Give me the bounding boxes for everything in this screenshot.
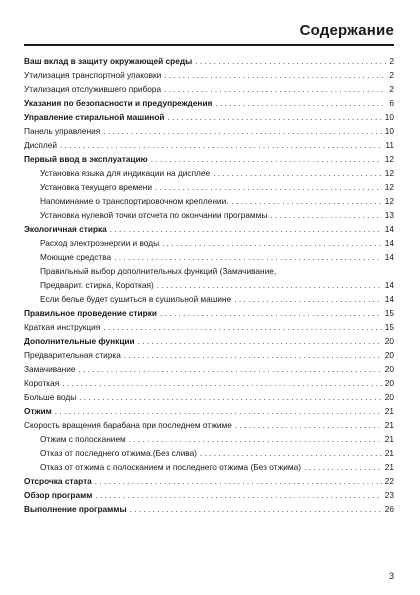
toc-dot-leader: [62, 376, 382, 390]
toc-entry-title: Расход электроэнергии и воды: [40, 238, 160, 248]
toc-entry: [24, 292, 394, 306]
toc-dot-leader: [124, 348, 382, 362]
toc-dot-leader: [213, 166, 382, 180]
toc-dot-leader: [164, 82, 386, 96]
toc-entry: [24, 110, 394, 124]
toc-entry-title: Правильный выбор дополнительных функций (Замачивание,: [40, 266, 277, 276]
toc-dot-leader: [160, 306, 382, 320]
toc-dot-leader: [168, 110, 382, 124]
toc-entry: [24, 488, 394, 502]
toc-entry-page: 2: [389, 70, 394, 80]
toc-entry-title: Установка языка для индикации на дисплее: [40, 168, 211, 178]
toc-entry-title: Если белье будет сушиться в сушильной машине: [40, 294, 232, 304]
toc-entry: [24, 54, 394, 68]
toc-entry-page: 2: [389, 84, 394, 94]
toc-entry-page: 15: [384, 308, 394, 318]
toc-entry: [24, 180, 394, 194]
toc-entry-title: Выполнение программы: [24, 504, 127, 514]
toc-dot-leader: [110, 222, 382, 236]
toc-entry-title: Замачивание: [24, 364, 76, 374]
toc-entry-page: 14: [384, 224, 394, 234]
toc-entry-title: Панель управления: [24, 126, 101, 136]
toc-entry: [24, 390, 394, 404]
toc-dot-leader: [235, 418, 382, 432]
toc-entry-title: Управление стиральной машиной: [24, 112, 165, 122]
toc-entry: [24, 446, 394, 460]
toc-entry: [24, 166, 394, 180]
toc-dot-leader: [103, 320, 382, 334]
toc-entry-title: Отжим с полосканием: [40, 434, 126, 444]
toc-entry-title: Отжим: [24, 406, 52, 416]
toc-entry-title: Дисплей: [24, 140, 57, 150]
toc-dot-leader: [129, 432, 382, 446]
toc-entry-page: 10: [384, 112, 394, 122]
toc-entry-page: 26: [384, 504, 394, 514]
toc-dot-leader: [270, 208, 381, 222]
toc-entry: [24, 348, 394, 362]
toc-entry-title: Установка нулевой точки отсчета по окончании программы: [40, 210, 268, 220]
toc-entry: [24, 432, 394, 446]
toc-dot-leader: [164, 68, 386, 82]
toc-dot-leader: [162, 236, 382, 250]
toc-dot-leader: [234, 292, 382, 306]
toc-entry-title: Отказ от последнего отжима.(Без слива): [40, 448, 197, 458]
toc-dot-leader: [215, 96, 386, 110]
toc-entry-page: 20: [384, 364, 394, 374]
toc-entry: [24, 460, 394, 474]
toc-entry: [24, 278, 394, 292]
toc-entry: [24, 194, 394, 208]
toc-entry: [24, 362, 394, 376]
toc-entry-page: 14: [384, 252, 394, 262]
toc-dot-leader: [114, 250, 382, 264]
toc-entry-page: 14: [384, 238, 394, 248]
toc-entry-page: 20: [384, 350, 394, 360]
toc-dot-leader: [60, 138, 382, 152]
toc-entry-page: 13: [384, 210, 394, 220]
table-of-contents: [24, 54, 394, 516]
toc-entry-title: Отсрочка старта: [24, 476, 92, 486]
toc-entry-title: Скорость вращения барабана при последнем отжиме: [24, 420, 232, 430]
toc-entry: [24, 68, 394, 82]
toc-entry-page: 11: [385, 140, 394, 150]
toc-entry-page: 21: [384, 448, 394, 458]
toc-entry-page: 21: [384, 434, 394, 444]
toc-entry-page: 15: [384, 322, 394, 332]
toc-entry-title: Больше воды: [24, 392, 77, 402]
toc-entry-page: 2: [389, 56, 394, 66]
toc-dot-leader: [130, 502, 382, 516]
toc-entry-page: 21: [384, 462, 394, 472]
toc-entry-title: Установка текущего времени: [40, 182, 152, 192]
toc-entry-title: Краткая инструкция: [24, 322, 101, 332]
toc-entry-page: 20: [384, 378, 394, 388]
toc-dot-leader: [95, 488, 381, 502]
toc-entry-title: Напоминание о транспортировочном креплении.: [40, 196, 229, 206]
toc-entry-title: Дополнительные функции: [24, 336, 135, 346]
toc-entry-page: 12: [384, 154, 394, 164]
toc-dot-leader: [95, 474, 382, 488]
toc-dot-leader: [304, 460, 382, 474]
toc-dot-leader: [157, 278, 382, 292]
toc-entry-page: 6: [389, 98, 394, 108]
toc-entry-page: 23: [384, 490, 394, 500]
toc-dot-leader: [200, 446, 382, 460]
toc-entry-page: 10: [384, 126, 394, 136]
toc-entry-title: Указания по безопасности и предупреждения: [24, 98, 213, 108]
toc-entry-title: Моющие средства: [40, 252, 112, 262]
toc-entry-title: Отказ от отжима с полосканием и последнего отжима (Без отжима): [40, 462, 301, 472]
toc-entry: [24, 306, 394, 320]
toc-entry-title: Экологичная стирка: [24, 224, 107, 234]
toc-entry-title: Ваш вклад в защиту окружающей среды: [24, 56, 193, 66]
toc-entry-page: 12: [384, 196, 394, 206]
toc-dot-leader: [79, 390, 382, 404]
toc-entry: [24, 474, 394, 488]
toc-dot-leader: [155, 180, 382, 194]
toc-entry-page: 14: [384, 280, 394, 290]
toc-entry: [24, 404, 394, 418]
toc-dot-leader: [103, 124, 382, 138]
toc-entry: [24, 82, 394, 96]
toc-entry: [24, 152, 394, 166]
toc-entry-page: 20: [384, 392, 394, 402]
toc-entry: [24, 236, 394, 250]
toc-entry-page: 22: [384, 476, 394, 486]
toc-dot-leader: [138, 334, 382, 348]
toc-dot-leader: [78, 362, 381, 376]
toc-entry: [24, 264, 394, 278]
toc-entry: [24, 418, 394, 432]
page-number: 3: [388, 571, 394, 581]
toc-entry-page: 12: [384, 182, 394, 192]
toc-entry-title: Правильное проведение стирки: [24, 308, 157, 318]
toc-entry-page: 12: [384, 168, 394, 178]
toc-entry: [24, 222, 394, 236]
toc-dot-leader: [232, 194, 382, 208]
toc-entry-title: Предварит. стирка, Короткая): [40, 280, 154, 290]
toc-entry: [24, 502, 394, 516]
toc-entry: [24, 320, 394, 334]
toc-entry-page: 20: [384, 336, 394, 346]
toc-dot-leader: [55, 404, 382, 418]
toc-entry: [24, 250, 394, 264]
toc-entry-title: Обзор программ: [24, 490, 93, 500]
toc-entry-title: Утилизация отслужившего прибора: [24, 84, 162, 94]
toc-dot-leader: [151, 152, 382, 166]
toc-entry-page: 14: [384, 294, 394, 304]
toc-entry-title: Предварительная стирка: [24, 350, 121, 360]
toc-entry: [24, 376, 394, 390]
toc-entry: [24, 208, 394, 222]
toc-entry-title: Утилизация транспортной упаковки: [24, 70, 162, 80]
toc-entry: [24, 124, 394, 138]
title-rule: [24, 44, 394, 46]
toc-entry-page: 21: [384, 420, 394, 430]
toc-entry: [24, 96, 394, 110]
toc-entry-title: Короткая: [24, 378, 60, 388]
toc-entry: [24, 138, 394, 152]
toc-entry: [24, 334, 394, 348]
toc-dot-leader: [195, 54, 386, 68]
toc-entry-title: Первый ввод в эксплуатацию: [24, 154, 148, 164]
page-title: Содержание: [299, 22, 394, 39]
toc-entry-page: 21: [384, 406, 394, 416]
